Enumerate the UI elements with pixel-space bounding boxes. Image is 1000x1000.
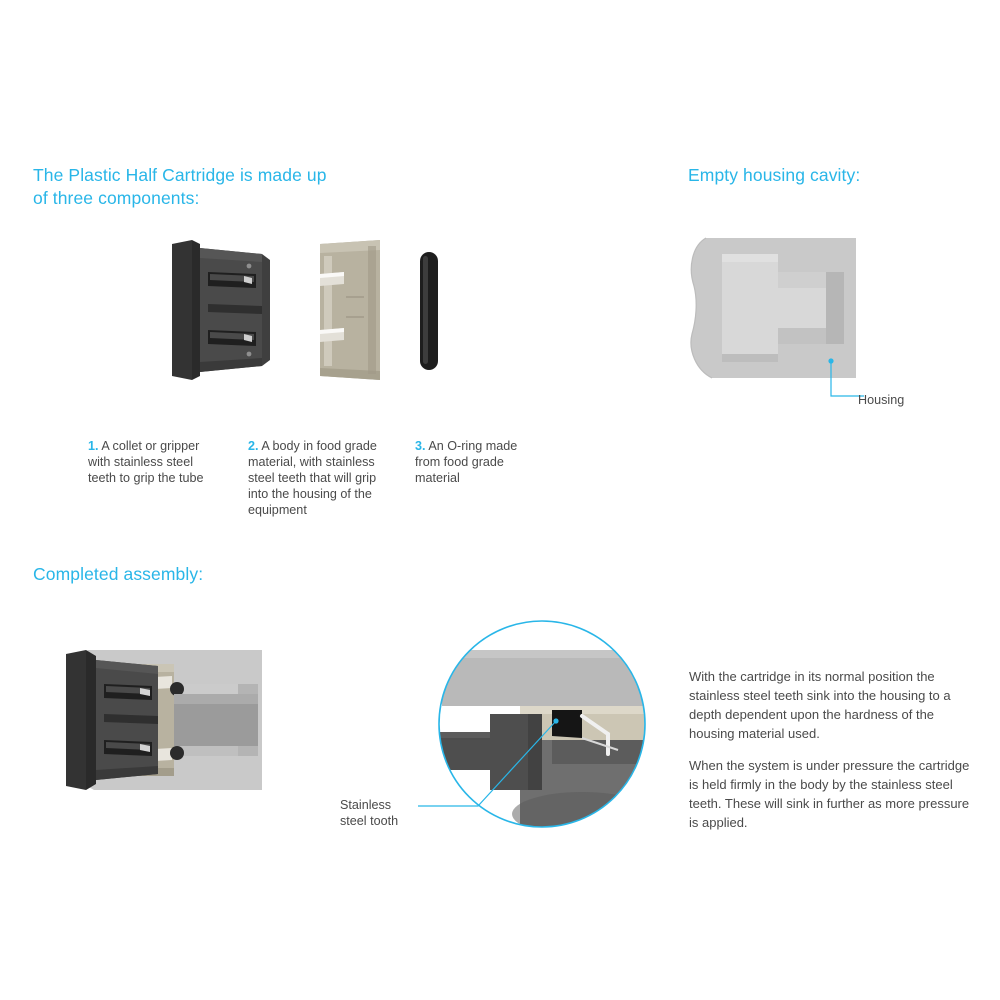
component-caption-1-text: A collet or gripper with stainless steel teeth to grip the tube bbox=[88, 439, 204, 485]
tooth-callout-label-line1: Stainless bbox=[340, 798, 392, 812]
component-caption-3-number: 3. bbox=[415, 439, 426, 453]
component-caption-2 bbox=[248, 439, 383, 519]
component-caption-3 bbox=[415, 439, 520, 487]
assembly-heading: Completed assembly: bbox=[33, 564, 204, 584]
component-caption-2-text: A body in food grade material, with stainless steel teeth that will grip into the housing of the equipment bbox=[248, 439, 377, 517]
housing-callout-label: Housing bbox=[858, 393, 905, 407]
component-caption-1 bbox=[88, 439, 213, 487]
components-heading-line2: of three components: bbox=[33, 188, 200, 209]
oring-illustration bbox=[414, 250, 444, 372]
tooth-callout-label-line2: steel tooth bbox=[340, 813, 399, 828]
housing-heading: Empty housing cavity: bbox=[688, 165, 861, 185]
collet-illustration bbox=[170, 238, 280, 383]
assembly-description bbox=[689, 668, 974, 833]
component-caption-1-number: 1. bbox=[88, 439, 99, 453]
components-heading-line1: The Plastic Half Cartridge is made up bbox=[33, 165, 327, 185]
assembly-illustration bbox=[62, 628, 302, 848]
component-caption-3-text: An O-ring made from food grade material bbox=[415, 439, 518, 485]
assembly-paragraph-2: When the system is under pressure the cartridge is held firmly in the body by the stainless steel teeth. These will sink in further as more pressure is applied. bbox=[689, 758, 970, 830]
body-illustration bbox=[310, 238, 390, 383]
tooth-callout-label bbox=[340, 798, 430, 830]
components-heading bbox=[33, 164, 433, 210]
assembly-paragraph-1: With the cartridge in its normal position the stainless steel teeth sink into the housing to a depth dependent upon the hardness of the housing material used. bbox=[689, 669, 951, 741]
tooth-callout-leader bbox=[418, 716, 563, 816]
component-caption-2-number: 2. bbox=[248, 439, 259, 453]
